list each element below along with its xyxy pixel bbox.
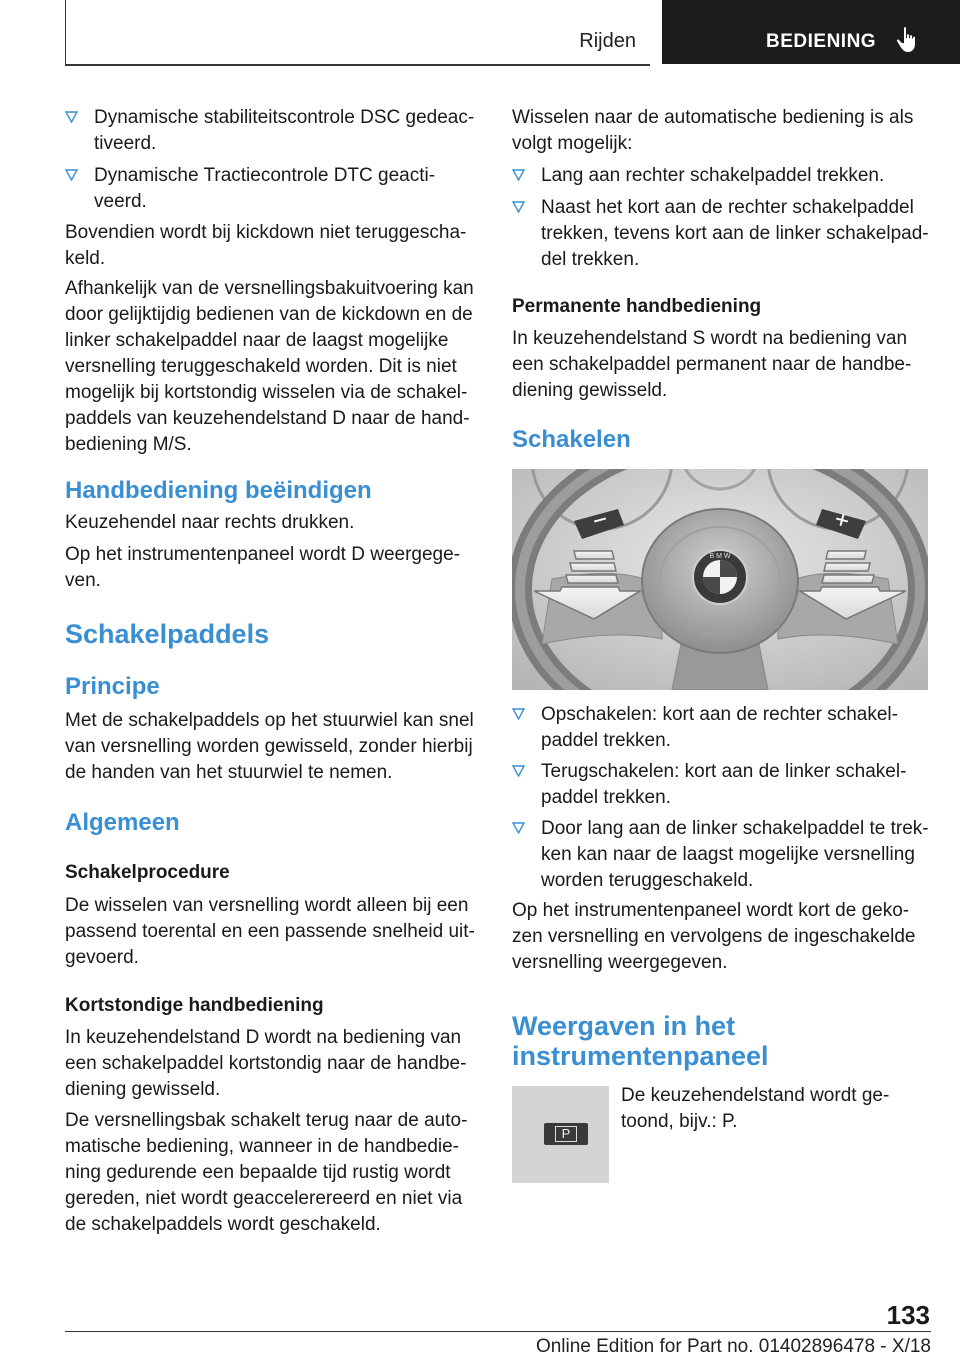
paragraph: Keuzehendel naar rechts drukken. (65, 512, 355, 533)
edition-text: Online Edition for Part no. 01402896478 - X/18 (535, 1336, 931, 1357)
heading-handbediening-beeindigen: Handbediening beëindigen (65, 477, 372, 504)
display-panel (544, 1123, 588, 1145)
paragraph: In keuzehendelstand S wordt na bediening van een schakelpaddel permanent naar de handbe‐ diening gewisseld. (512, 328, 912, 401)
instrument-display-image (512, 1086, 609, 1183)
section-title: BEDIENING (766, 31, 877, 52)
wheel-badge-text: B M W (709, 553, 731, 560)
paragraph: De wisselen van versnelling wordt alleen bij een passend toerental en een passende snelheid uit‐ gevoerd. (65, 895, 475, 968)
heading-weergaven: Weergaven in het instrumentenpaneel (512, 1011, 769, 1071)
list-item: Lang aan rechter schakelpaddel trekken. (512, 163, 960, 189)
triangle-bullet-icon (512, 765, 525, 777)
list-item: Naast het kort aan de rechter schakelpaddel trekken, tevens kort aan de linker schakelpad‐ del trekken. (512, 195, 960, 273)
triangle-bullet-icon (512, 201, 525, 213)
paragraph: In keuzehendelstand D wordt na bediening van een schakelpaddel kortstondig naar de handbe‐ diening gewisseld. (65, 1027, 467, 1100)
heading-schakelpaddels: Schakelpaddels (65, 619, 270, 649)
triangle-bullet-icon (512, 169, 525, 181)
paragraph: Met de schakelpaddels op het stuurwiel kan snel van versnelling worden gewisseld, zonder hierbij de handen van het stuurwiel te nemen. (65, 710, 474, 783)
triangle-bullet-icon (65, 111, 78, 123)
heading-permanente-handbediening: Permanente handbediening (512, 296, 762, 317)
heading-schakelprocedure: Schakelprocedure (65, 862, 230, 883)
list-item: Opschakelen: kort aan de rechter schakel‐ paddel trekken. (512, 702, 960, 754)
list-item: Door lang aan de linker schakelpaddel te trek‐ ken kan naar de laagst mogelijke versnelling worden teruggeschakeld. (512, 816, 960, 894)
triangle-bullet-icon (512, 708, 525, 720)
header-rule (65, 64, 650, 66)
heading-schakelen: Schakelen (512, 426, 631, 453)
list-item: Terugschakelen: kort aan de linker schakel‐ paddel trekken. (512, 759, 960, 811)
list-item: Dynamische Tractiecontrole DTC geacti‐ veerd. (65, 163, 509, 215)
page-number: 133 (886, 1300, 930, 1330)
paragraph: Op het instrumentenpaneel wordt D weergege‐ ven. (65, 544, 461, 591)
paragraph: De versnellingsbak schakelt terug naar de auto‐ matische bediening, wanneer in de handbedie‐ ning gedurende een bepaalde tijd rustig wordt gereden, niet wordt geaccelerereerd en niet via de schakelpaddels wordt geschakeld. (65, 1110, 468, 1235)
paragraph: Bovendien wordt bij kickdown niet teruggescha‐ keld. (65, 222, 467, 269)
heading-principe: Principe (65, 673, 160, 700)
heading-algemeen: Algemeen (65, 809, 180, 836)
paragraph: Wisselen naar de automatische bediening is als volgt mogelijk: (512, 107, 914, 154)
gear-indicator: P (555, 1126, 577, 1142)
footer-rule (65, 1331, 931, 1332)
heading-kortstondige-handbediening: Kortstondige handbediening (65, 995, 324, 1016)
paragraph: De keuzehendelstand wordt ge‐ toond, bijv.: P. (621, 1085, 890, 1132)
paragraph: Afhankelijk van de versnellingsbakuitvoering kan door gelijktijdig bedienen van de kickdown en de linker schakelpaddel naar de laagst mogelijke versnelling teruggeschakeld worden. Dit is niet mogelijk bij kortstondig wisselen via de schakel‐ paddels van keuzehendelstand D naar de hand‐ bediening M/S. (65, 278, 474, 455)
header-left-line (65, 0, 66, 64)
triangle-bullet-icon (65, 169, 78, 181)
paragraph: Op het instrumentenpaneel wordt kort de geko‐ zen versnelling en vervolgens de ingeschakelde versnelling weergegeven. (512, 900, 916, 973)
triangle-bullet-icon (512, 822, 525, 834)
chapter-title: Rijden (579, 30, 636, 52)
list-item: Dynamische stabiliteitscontrole DSC gedeac‐ tiveerd. (65, 105, 509, 157)
steering-wheel-image (512, 469, 928, 690)
pointing-hand-icon (895, 26, 921, 54)
